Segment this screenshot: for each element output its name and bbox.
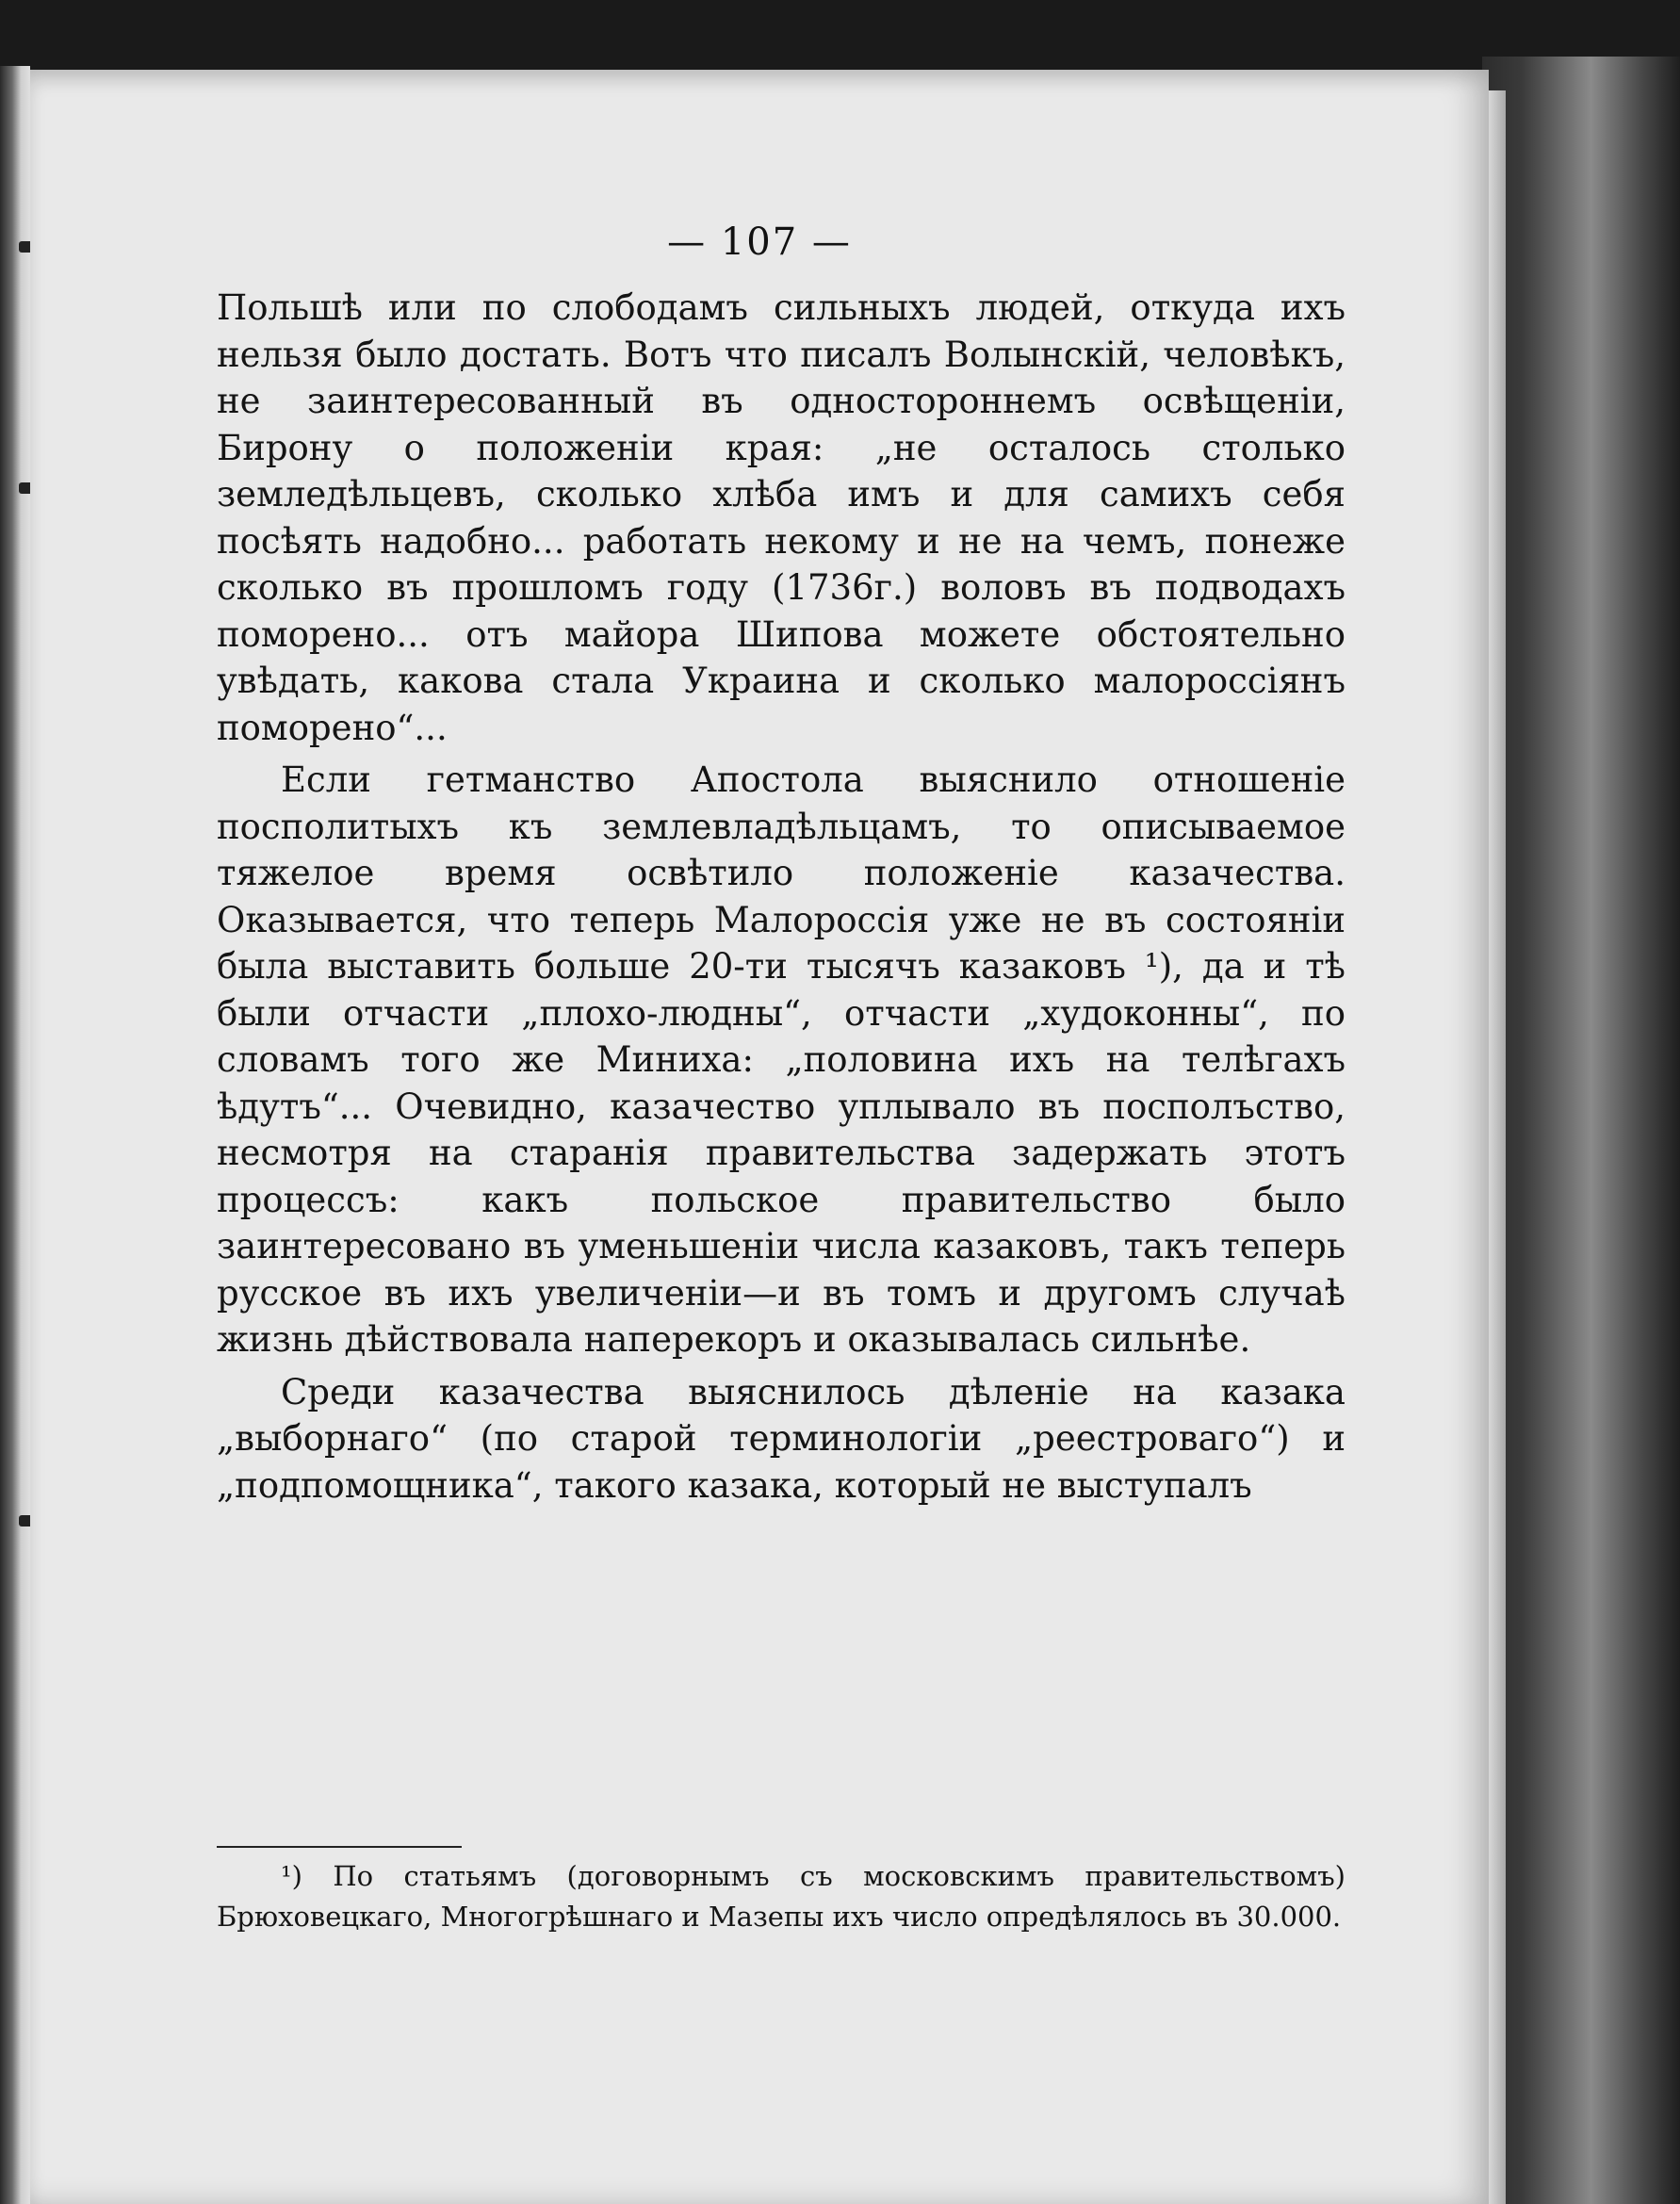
book-page xyxy=(30,70,1489,2204)
previous-page-edge xyxy=(0,66,30,2204)
footnote: ¹) По статьямъ (договорнымъ съ московскимъ правительствомъ) Брюховецкаго, Многогрѣшнаго и Мазепы ихъ число опредѣлялось въ 30.000. xyxy=(217,1860,1346,1933)
paragraph: Польшѣ или по слободамъ сильныхъ людей, откуда ихъ нельзя было достать. Вотъ что писалъ Волынскій, человѣкъ, не заинтересованный въ одностороннемъ освѣщеніи, Бирону о положеніи края: „не осталось столько земледѣльцевъ, сколько хлѣба имъ и для самихъ себя посѣять надобно... работать некому и не на чемъ, понеже сколько въ прошломъ году (1736г.) воловъ въ подводахъ поморено... отъ майора Шипова можете обстоятельно увѣдать, какова стала Украина и сколько малороссіянъ поморено“... xyxy=(217,287,1346,748)
page-body xyxy=(217,285,1346,1509)
book-cover-edge xyxy=(1482,57,1680,2204)
paragraph: Если гетманство Апостола выяснило отношеніе посполитыхъ къ землевладѣльцамъ, то описываемое тяжелое время освѣтило положеніе казачества. Оказывается, что теперь Малороссія уже не въ состояніи была выставить больше 20-ти тысячъ казаковъ ¹), да и тѣ были отчасти „плохо-людны“, отчасти „худоконны“, по словамъ того же Миниха: „половина ихъ на телѣгахъ ѣдутъ“... Очевидно, казачество уплывало въ посполъство, несмотря на старанія правительства задержать этотъ процессъ: какъ польское правительство было заинтересовано въ уменьшеніи числа казаковъ, такъ теперь русское въ ихъ увеличеніи—и въ томъ и другомъ случаѣ жизнь дѣйствовала наперекоръ и оказывалась сильнѣе. xyxy=(217,759,1346,1360)
footnote-divider xyxy=(217,1846,462,1848)
page-number: — 107 — xyxy=(667,220,852,264)
page-stack-edge xyxy=(1489,90,1506,2204)
paragraph: Среди казачества выяснилось дѣленіе на казака „выборнаго“ (по старой терминологіи „реестроваго“) и „подпомощника“, такого казака, который не выступалъ xyxy=(217,1371,1346,1506)
